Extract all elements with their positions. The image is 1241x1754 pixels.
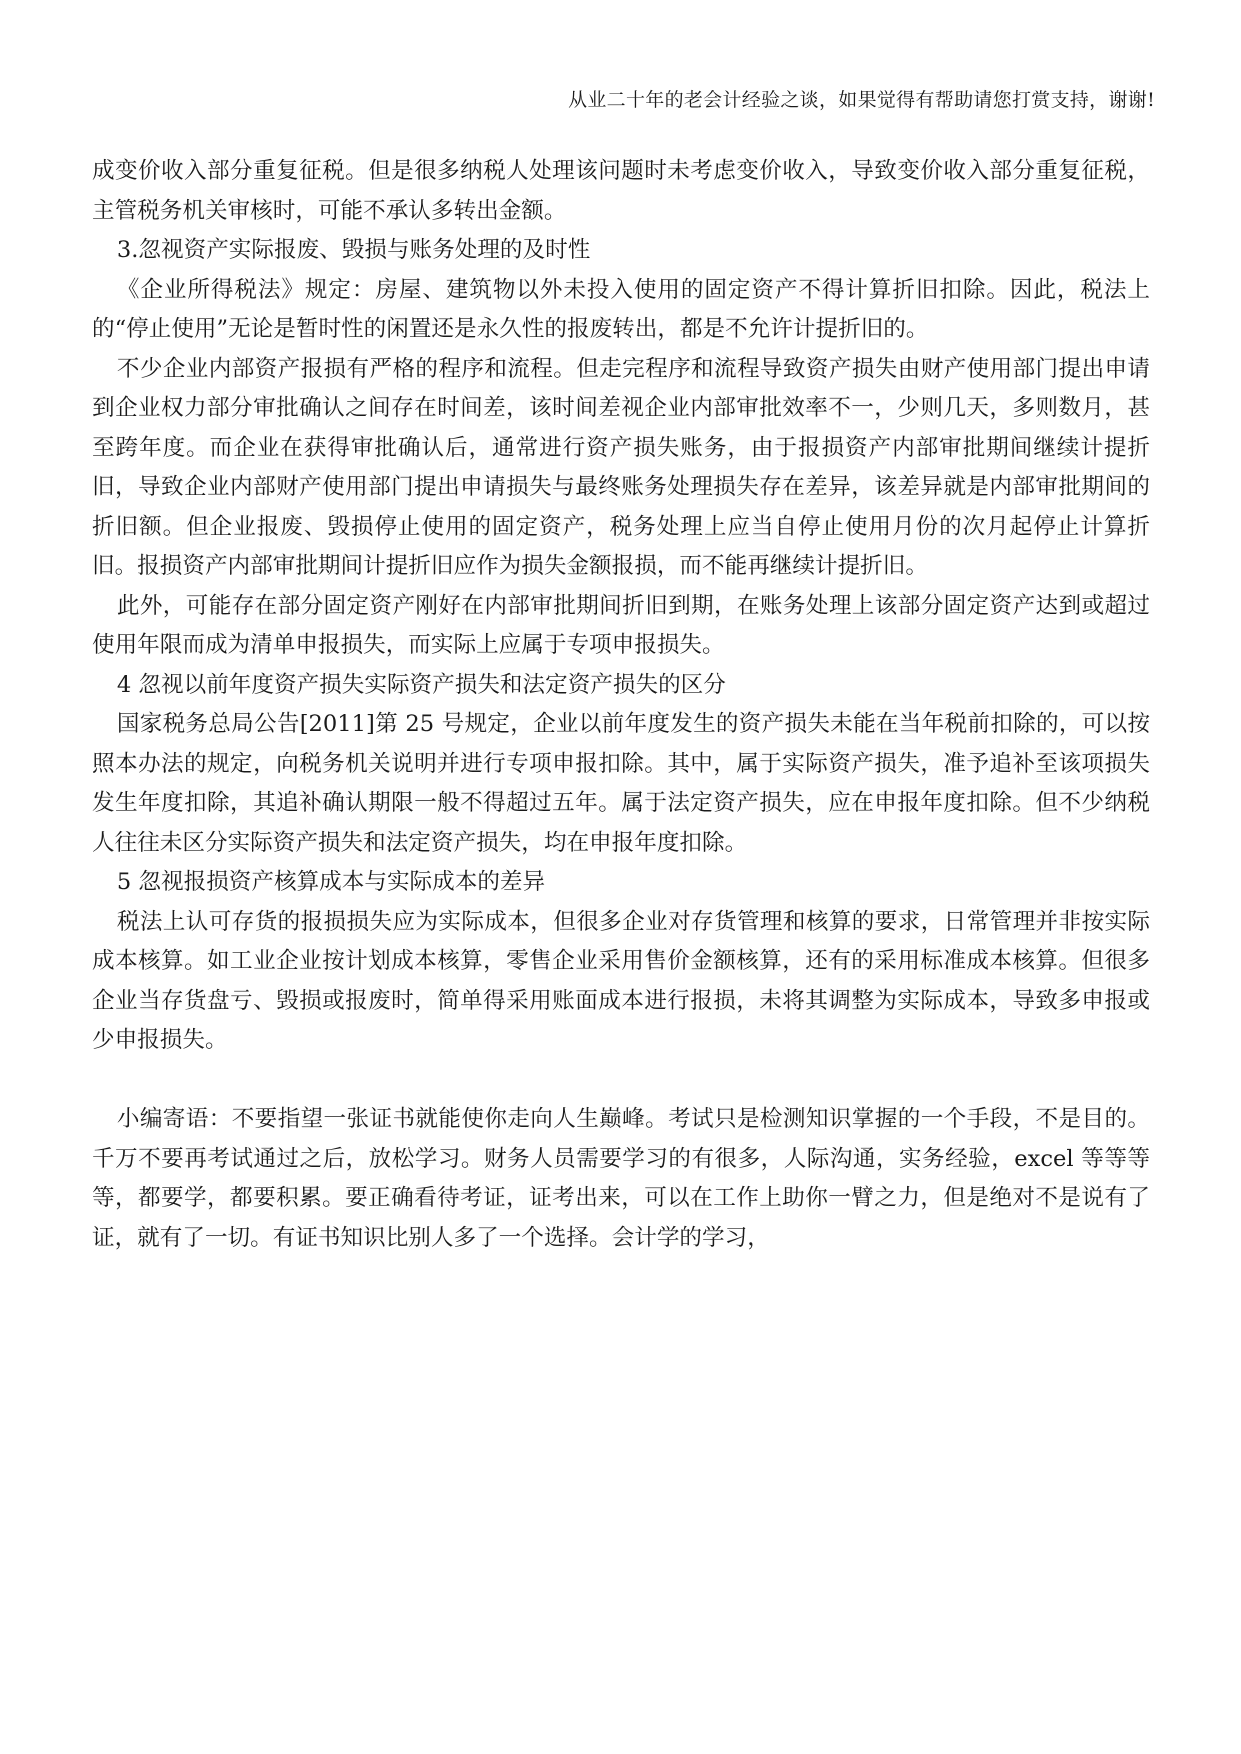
section-heading-3: 3.忽视资产实际报废、毁损与账务处理的及时性 [116, 237, 591, 263]
section-heading-5: 5 忽视报损资产核算成本与实际成本的差异 [116, 869, 546, 895]
paragraph: 《企业所得税法》规定：房屋、建筑物以外未投入使用的固定资产不得计算折旧扣除。因此，税法上的“停止使用”无论是暂时性的闲置还是永久性的报废转出，都是不允许计提折旧的。 [92, 276, 1150, 342]
paragraph-continuation: 成变价收入部分重复征税。但是很多纳税人处理该问题时未考虑变价收入，导致变价收入部分重复征税，主管税务机关审核时，可能不承认多转出金额。 [92, 158, 1150, 224]
document-body [92, 152, 1150, 1258]
paragraph: 不少企业内部资产报损有严格的程序和流程。但走完程序和流程导致资产损失由财产使用部门提出申请到企业权力部分审批确认之间存在时间差，该时间差视企业内部审批效率不一，少则几天，多则数月，甚至跨年度。而企业在获得审批确认后，通常进行资产损失账务，由于报损资产内部审批期间继续计提折旧，导致企业内部财产使用部门提出申请损失与最终账务处理损失存在差异，该差异就是内部审批期间的折旧额。但企业报废、毁损停止使用的固定资产，税务处理上应当自停止使用月份的次月起停止计算折旧。报损资产内部审批期间计提折旧应作为损失金额报损，而不能再继续计提折旧。 [92, 355, 1150, 579]
section-heading-4: 4 忽视以前年度资产损失实际资产损失和法定资产损失的区分 [116, 671, 726, 698]
header-note: 从业二十年的老会计经验之谈，如果觉得有帮助请您打赏支持，谢谢! [568, 89, 1155, 111]
paragraph-gap [92, 1061, 1150, 1101]
paragraph: 国家税务总局公告[2011]第 25 号规定，企业以前年度发生的资产损失未能在当年税前扣除的，可以按照本办法的规定，向税务机关说明并进行专项申报扣除。其中，属于实际资产损失，准予追补至该项损失发生年度扣除，其追补确认期限一般不得超过五年。属于法定资产损失，应在申报年度扣除。但不少纳税人往往未区分实际资产损失和法定资产损失，均在申报年度扣除。 [92, 711, 1150, 856]
paragraph: 税法上认可存货的报损损失应为实际成本，但很多企业对存货管理和核算的要求，日常管理并非按实际成本核算。如工业企业按计划成本核算，零售企业采用售价金额核算，还有的采用标准成本核算。但很多企业当存货盘亏、毁损或报废时，简单得采用账面成本进行报损，未将其调整为实际成本，导致多申报或少申报损失。 [92, 908, 1150, 1053]
paragraph: 此外，可能存在部分固定资产刚好在内部审批期间折旧到期，在账务处理上该部分固定资产达到或超过使用年限而成为清单申报损失，而实际上应属于专项申报损失。 [92, 592, 1150, 658]
editor-note: 小编寄语：不要指望一张证书就能使你走向人生巅峰。考试只是检测知识掌握的一个手段，不是目的。千万不要再考试通过之后，放松学习。财务人员需要学习的有很多，人际沟通，实务经验，excel 等等等等，都要学，都要积累。要正确看待考证，证考出来，可以在工作上助你一臂之力，但是绝对不是说有了证，就有了一切。有证书知识比别人多了一个选择。会计学的学习， [92, 1106, 1150, 1251]
